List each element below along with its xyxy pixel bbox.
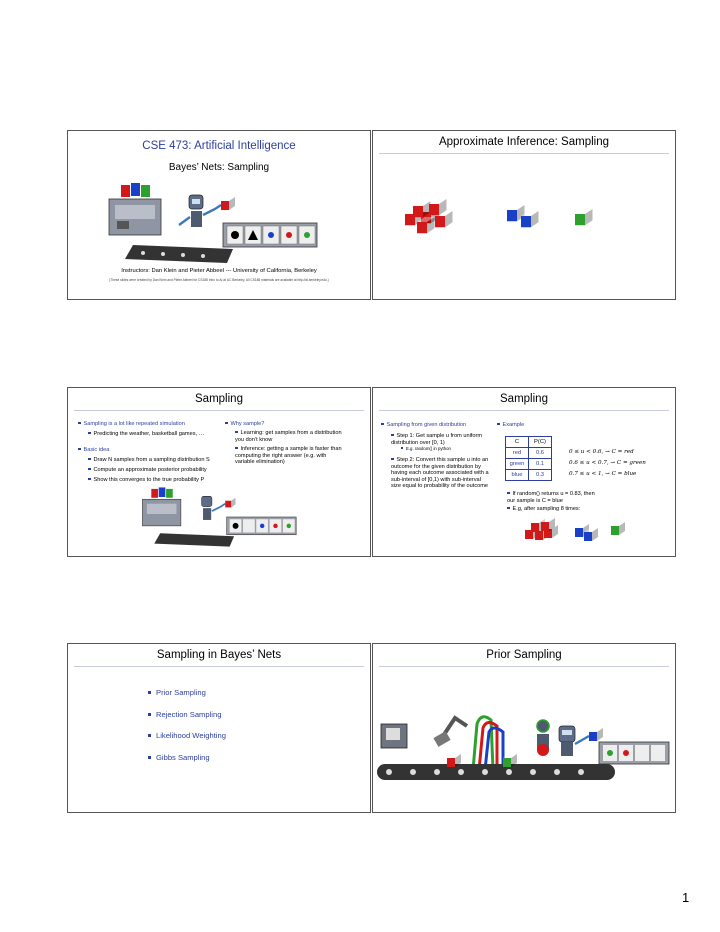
slide-title-text: Sampling [500, 393, 548, 405]
bullet-note: If random() returns u = 0.83, then our sample is C = blue [507, 491, 595, 504]
bullet-step2: Step 2: Convert this sample u into an outcome for the given distribution by having each outcome associated with a sub-interval of [0,1) with sub-interval size equal to probability of the outcome [391, 457, 489, 489]
cubes-illustration [395, 199, 655, 239]
bullet-example: Example [497, 422, 524, 429]
slide-approximate-inference [372, 130, 676, 300]
lecture-subtitle: Bayes’ Nets: Sampling [168, 162, 270, 173]
table-row [506, 470, 552, 481]
bullet-l2: Learning: get samples from a distribution you don’t know [235, 430, 342, 443]
bullet-l2: Compute an approximate posterior probability [88, 467, 207, 474]
slide-title-text: Prior Sampling [486, 649, 562, 661]
math-line: 0.6 ≤ u < 0.7, → C = green [569, 460, 646, 466]
title-rule [379, 666, 669, 667]
bullet-step1-sub: E.g. random() in python [401, 446, 451, 453]
bullet-note: E.g, after sampling 8 times: [507, 506, 580, 513]
robot-factory-illustration [138, 484, 308, 550]
sample-cubes-illustration [523, 518, 633, 542]
bullet-l2: Show this converges to the true probability P [88, 477, 204, 484]
title-rule [74, 410, 364, 411]
slide-title-text: Approximate Inference: Sampling [438, 136, 610, 148]
table-cell: green [506, 459, 529, 470]
slide-prior-sampling [372, 643, 676, 813]
list-item: Prior Sampling [148, 688, 206, 697]
bullet-l2: Draw N samples from a sampling distribution S [88, 457, 210, 464]
bullet-l1: Sampling is a lot like repeated simulation [78, 421, 185, 428]
robot-factory-illustration [103, 179, 333, 267]
math-line: 0.7 ≤ u < 1, → C = blue [569, 471, 637, 477]
table-cell: 0.3 [529, 470, 552, 481]
table-header-cell: C [506, 437, 529, 448]
title-rule [379, 410, 669, 411]
table-row [506, 448, 552, 459]
slide-title [67, 130, 371, 300]
course-title: CSE 473: Artificial Intelligence [142, 140, 296, 152]
table-row [506, 459, 552, 470]
table-header-row [506, 437, 552, 448]
probability-table [505, 436, 552, 481]
bullet-l1: Basic idea [78, 447, 109, 454]
table-cell: blue [506, 470, 529, 481]
title-rule [379, 153, 669, 154]
list-item: Gibbs Sampling [148, 753, 210, 762]
slide-sampling-example [372, 387, 676, 557]
title-rule [74, 666, 364, 667]
bullet-l1: Sampling from given distribution [381, 422, 466, 429]
slide-sampling-intro [67, 387, 371, 557]
table-header-cell: P(C) [529, 437, 552, 448]
table-cell: 0.1 [529, 459, 552, 470]
table-cell: 0.6 [529, 448, 552, 459]
slide-title-text: Sampling [195, 393, 243, 405]
list-item: Rejection Sampling [148, 710, 221, 719]
table-cell: red [506, 448, 529, 459]
bullet-l1: Why sample? [225, 421, 264, 428]
bullet-l2: Predicting the weather, basketball games, … [88, 431, 204, 438]
slide-sampling-in-bayes-nets [67, 643, 371, 813]
list-item: Likelihood Weighting [148, 731, 226, 740]
credit-line: [These slides were created by Dan Klein and Pieter Abbeel for CS188 Intro to AI at UC Berkeley. All CS188 materials are available at http://ai.berkeley.edu.] [109, 278, 329, 282]
math-line: 0 ≤ u < 0.6, → C = red [569, 449, 634, 455]
slide-title-text: Sampling in Bayes’ Nets [156, 649, 282, 661]
bullet-step1: Step 1: Get sample u from uniform distribution over [0, 1) [391, 433, 482, 446]
instructors-line: Instructors: Dan Klein and Pieter Abbeel --- University of California, Berkeley [121, 268, 317, 274]
page-number: 1 [682, 890, 690, 905]
prior-sampling-factory-illustration [377, 710, 673, 790]
bullet-l2: Inference: getting a sample is faster than computing the right answer (e.g. with variable elimination) [235, 446, 342, 465]
